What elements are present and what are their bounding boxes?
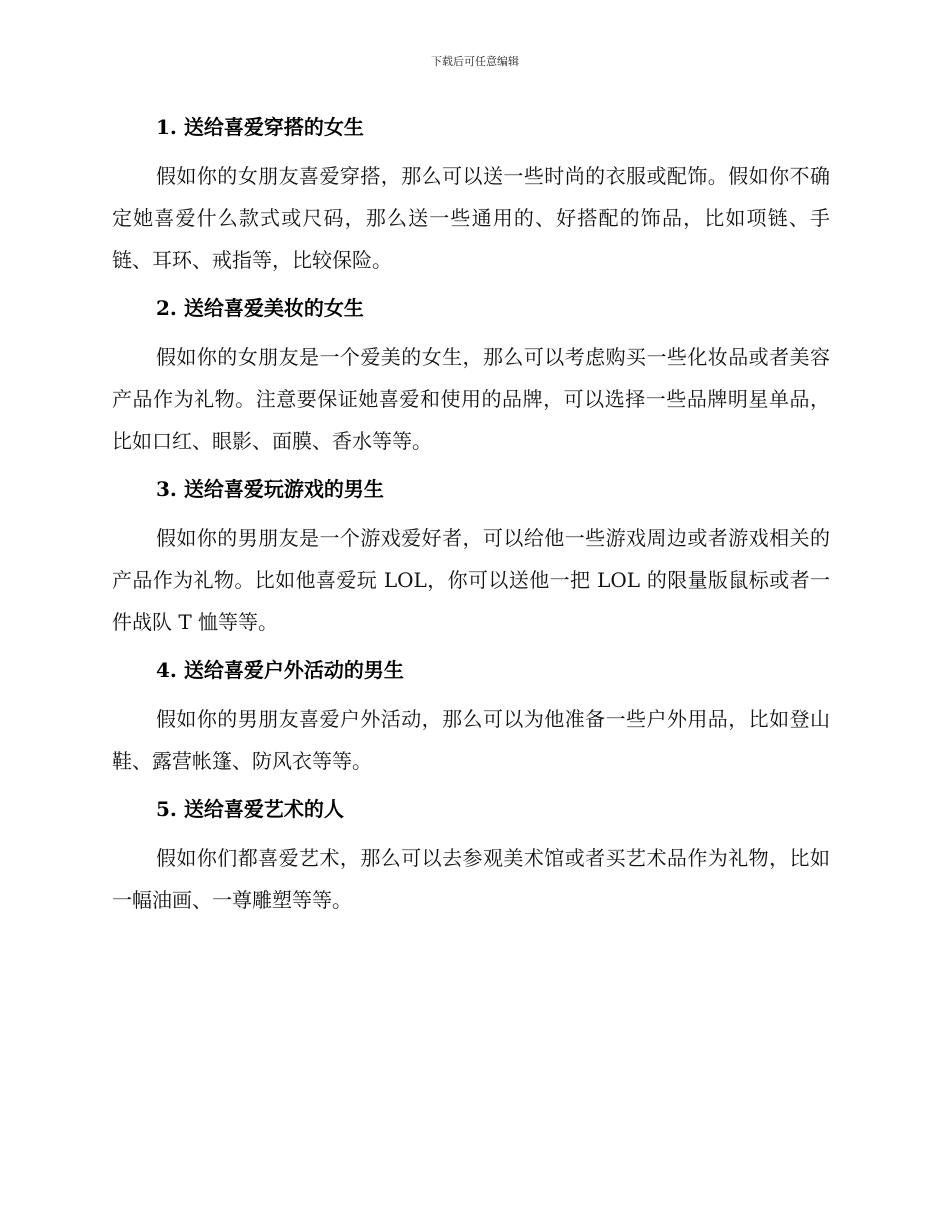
section-5 bbox=[112, 794, 830, 921]
page-header: 下载后可任意编辑 bbox=[431, 55, 519, 68]
section-paragraph: 假如你的男朋友是一个游戏爱好者，可以给他一些游戏周边或者游戏相关的产品作为礼物。比如他喜爱玩 LOL，你可以送他一把 LOL 的限量版鼠标或者一件战队 T 恤等等。 bbox=[112, 526, 830, 634]
section-1 bbox=[112, 112, 830, 281]
section-paragraph: 假如你的女朋友喜爱穿搭，那么可以送一些时尚的衣服或配饰。假如你不确定她喜爱什么款式或尺码，那么送一些通用的、好搭配的饰品，比如项链、手链、耳环、戒指等，比较保险。 bbox=[112, 164, 830, 272]
section-heading: 5. 送给喜爱艺术的人 bbox=[156, 797, 344, 821]
section-paragraph: 假如你的男朋友喜爱户外活动，那么可以为他准备一些户外用品，比如登山鞋、露营帐篷、防风衣等等。 bbox=[112, 707, 830, 773]
section-heading: 1. 送给喜爱穿搭的女生 bbox=[156, 115, 364, 139]
section-4 bbox=[112, 655, 830, 782]
document-body bbox=[112, 112, 830, 933]
section-paragraph: 假如你们都喜爱艺术，那么可以去参观美术馆或者买艺术品作为礼物，比如一幅油画、一尊雕塑等等。 bbox=[112, 846, 830, 912]
section-heading: 4. 送给喜爱户外活动的男生 bbox=[156, 658, 404, 682]
section-paragraph: 假如你的女朋友是一个爱美的女生，那么可以考虑购买一些化妆品或者美容产品作为礼物。注意要保证她喜爱和使用的品牌，可以选择一些品牌明星单品，比如口红、眼影、面膜、香水等等。 bbox=[112, 345, 830, 453]
section-heading: 2. 送给喜爱美妆的女生 bbox=[156, 296, 364, 320]
section-2 bbox=[112, 293, 830, 462]
section-heading: 3. 送给喜爱玩游戏的男生 bbox=[156, 477, 384, 501]
section-3 bbox=[112, 474, 830, 643]
